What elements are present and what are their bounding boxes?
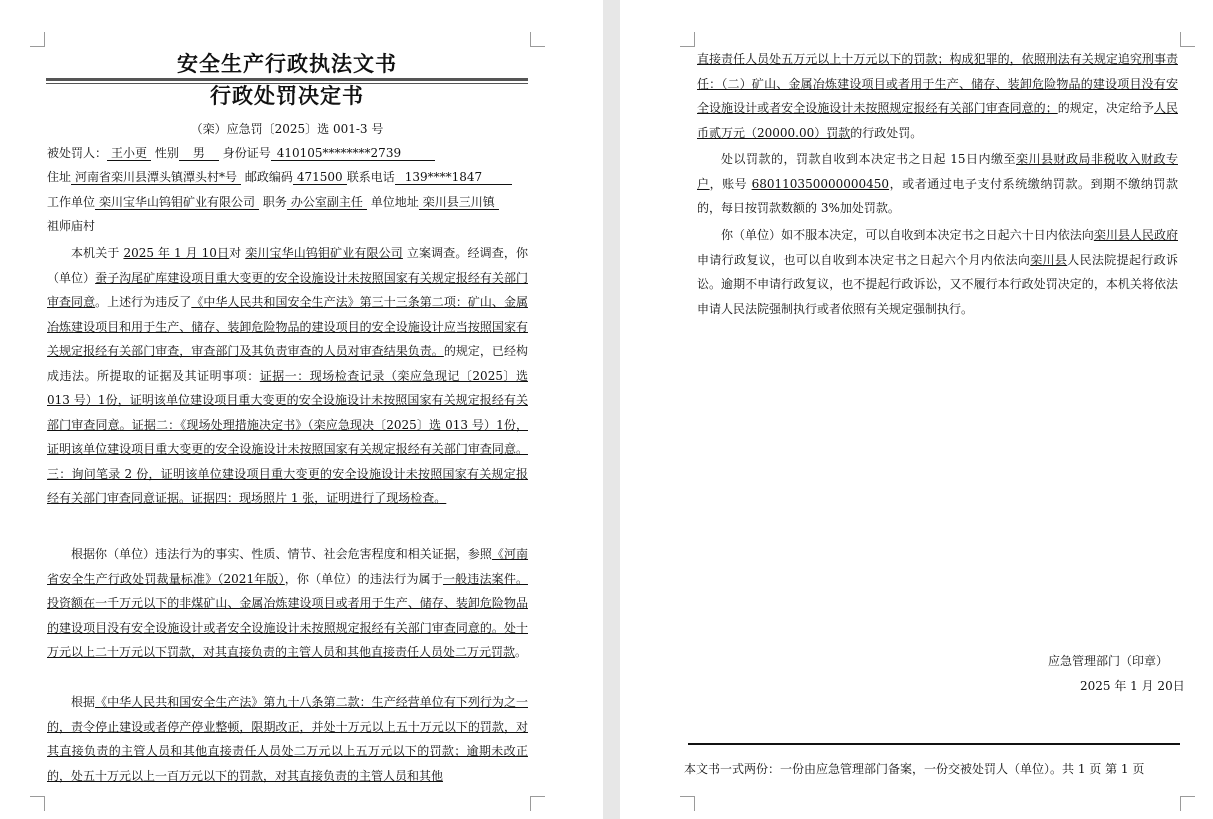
text-segment: 根据 — [71, 695, 96, 709]
case-date: 2025 年 1 月 10日 — [123, 246, 230, 260]
penalty-standard: 《河南省安全生产行政处罚裁量标准》（2021年版） — [47, 547, 528, 586]
margin-mark-bottom-left — [30, 796, 45, 811]
paragraph-investigation — [47, 241, 528, 511]
penalty-law-continued: 直接责任人员处五万元以上十万元以下的罚款；构成犯罪的，依照刑法有关规定追究刑事责任：（二）矿山、金属冶炼建设项目或者用于生产、储存、装卸危险物品的建设项目没有安全设施设计或者安全设施设计未按照规定报经有关部门审查同意的； — [697, 52, 1178, 115]
text-segment: 处以罚款的，罚款自收到本决定书之日起 15日内缴至 — [721, 152, 1017, 166]
text-segment: ，或者通过电子支付系统缴纳罚款。到期不缴纳罚款的，每日按罚款数额的 3%加处罚款。 — [697, 176, 1178, 215]
work-unit-label: 工作单位 — [47, 195, 96, 209]
margin-mark-top-left — [680, 32, 695, 47]
footer-note: 本文书一式两份：一份由应急管理部门备案，一份交被处罚人（单位）。共 1 页 第 1 页 — [684, 762, 1145, 776]
document-page-1 — [0, 0, 603, 819]
text-segment: 。上述行为违反了 — [95, 295, 192, 309]
penalty-law: 《中华人民共和国安全生产法》第九十八条第二款：生产经营单位有下列行为之一的，责令停止建设或者停产停业整顿，限期改正，并处十万元以上五十万元以下的罚款，对其直接负责的主管人员和其他直接责任人员处二万元以上五万元以下的罚款；逾期未改正的，处五十万元以上一百万元以下的罚款，对其直接负责的主管人员和其他 — [47, 695, 528, 783]
party-address: 河南省栾川县潭头镇潭头村*号 — [71, 170, 241, 185]
text-segment: 的行政处罚。 — [850, 125, 923, 140]
document-title: 安全生产行政执法文书 — [177, 51, 397, 76]
id-label: 身份证号 — [222, 146, 271, 160]
party-row-1 — [47, 143, 528, 163]
margin-mark-bottom-left — [680, 796, 695, 811]
unit-address-label: 单位地址 — [370, 195, 419, 209]
text-segment: 你（单位）如不服本决定，可以自收到本决定书之日起六十日内依法向 — [721, 228, 1094, 242]
text-segment: 根据你（单位）违法行为的事实、性质、情节、社会危害程度和相关证据，参照 — [71, 547, 492, 561]
party-row-3 — [47, 192, 528, 212]
paragraph-appeal — [697, 223, 1178, 321]
margin-mark-bottom-right — [530, 796, 545, 811]
party-unit-address-1: 栾川县三川镇 — [419, 195, 499, 210]
paragraph-payment — [697, 147, 1178, 221]
document-number: （栾）应急罚〔2025〕选 001-3 号 — [190, 122, 384, 136]
party-gender: 男 — [179, 146, 219, 161]
paragraph-decision — [697, 47, 1178, 145]
text-segment: ，你（单位）的违法行为属于 — [284, 571, 443, 586]
text-segment: 对 — [229, 246, 246, 260]
text-segment: 申请行政复议，也可以自收到本决定书之日起六个月内依法向 — [697, 252, 1031, 267]
text-segment: 的规定，决定给予 — [1057, 101, 1154, 115]
text-segment: 立案调查。经调查，你（单位） — [47, 246, 528, 285]
case-classification: 一般违法案件。投资额在一千万元以下的非煤矿山、金属冶炼建设项目或者用于生产、储存、装卸危险物品的建设项目没有安全设施设计或者安全设施设计未按照规定报经有关部门审查同意的。处十万元以上二十万元以下罚款，对其直接负责的主管人员和其他直接责任人员处二万元罚款 — [47, 571, 528, 659]
text-segment: 本机关于 — [71, 246, 124, 260]
payment-account-number: 680110350000000450 — [751, 176, 890, 191]
party-phone: 139****1847 — [395, 170, 512, 185]
post-label: 职务 — [262, 195, 287, 209]
text-segment: 。 — [515, 645, 528, 659]
zip-label: 邮政编码 — [244, 170, 293, 184]
document-subtitle: 行政处罚决定书 — [210, 83, 364, 108]
address-label: 住址 — [47, 170, 72, 184]
margin-mark-bottom-right — [1180, 796, 1195, 811]
evidence-list: 证据一：现场检查记录（栾应急现记〔2025〕选 013 号）1份，证明该单位建设项目重大变更的安全设施设计未按照国家有关规定报经有关部门审查同意。证据二：《现场处理措施决定书》（栾应急现决〔2025〕选 013 号）1份，证明该单位建设项目重大变更的安全设施设计未按照国家有关规定报经有关部门审查同意。三：询问笔录 2 份，证明该单位建设项目重大变更的安全设施设计未按照国家有关规定报经有关部门审查同意证据。证据四：现场照片 1 张，证明进行了现场检查。 — [47, 368, 528, 505]
violated-law: 《中华人民共和国安全生产法》第三十三条第二项：矿山、金属冶炼建设项目和用于生产、储存、装卸危险物品的建设项目的安全设施设计应当按照国家有关规定报经有关部门审查，审查部门及其负责审查的人员对审查结果负责。 — [47, 295, 528, 358]
party-row-2 — [47, 167, 528, 187]
issuing-department: 应急管理部门（印章） — [1048, 654, 1169, 668]
paragraph-legal-basis — [47, 690, 528, 788]
company-name: 栾川宝华山钨钼矿业有限公司 — [245, 246, 403, 260]
margin-mark-top-right — [530, 32, 545, 47]
court-name: 栾川县 — [1030, 252, 1068, 267]
issue-date: 2025 年 1 月 20日 — [1080, 679, 1185, 693]
margin-mark-top-left — [30, 32, 45, 47]
party-unit-address-2: 祖师庙村 — [47, 219, 96, 233]
violation-fact: 蚕子沟尾矿库建设项目重大变更的安全设施设计未按照国家有关规定报经有关部门审查同意 — [47, 270, 528, 309]
gender-label: 性别 — [154, 146, 179, 160]
party-post: 办公室副主任 — [287, 195, 367, 210]
review-authority: 栾川县人民政府 — [1093, 228, 1178, 242]
paragraph-classification — [47, 542, 528, 665]
party-row-4 — [47, 216, 528, 236]
party-work-unit: 栾川宝华山钨钼矿业有限公司 — [95, 195, 259, 210]
footer-rule — [688, 743, 1180, 745]
payment-account-name: 栾川县财政局非税收入财政专户 — [697, 152, 1178, 191]
party-zip: 471500 — [293, 170, 347, 185]
fine-amount: 人民币贰万元（20000.00）罚款 — [697, 101, 1178, 140]
phone-label: 联系电话 — [346, 170, 395, 184]
party-name-label: 被处罚人： — [47, 146, 108, 160]
text-segment: 人民法院提起行政诉讼。逾期不申请行政复议，也不提起行政诉讼，又不履行本行政处罚决定的，本机关将依法申请人民法院强制执行或者依照有关规定强制执行。 — [697, 252, 1178, 316]
margin-mark-top-right — [1180, 32, 1195, 47]
party-id-number: 410105********2739 — [271, 146, 435, 161]
text-segment: ，账号 — [709, 176, 752, 191]
party-name: 王小更 — [107, 146, 151, 161]
text-segment: 的规定，已经构成违法。所提取的证据及其证明事项： — [47, 344, 528, 383]
